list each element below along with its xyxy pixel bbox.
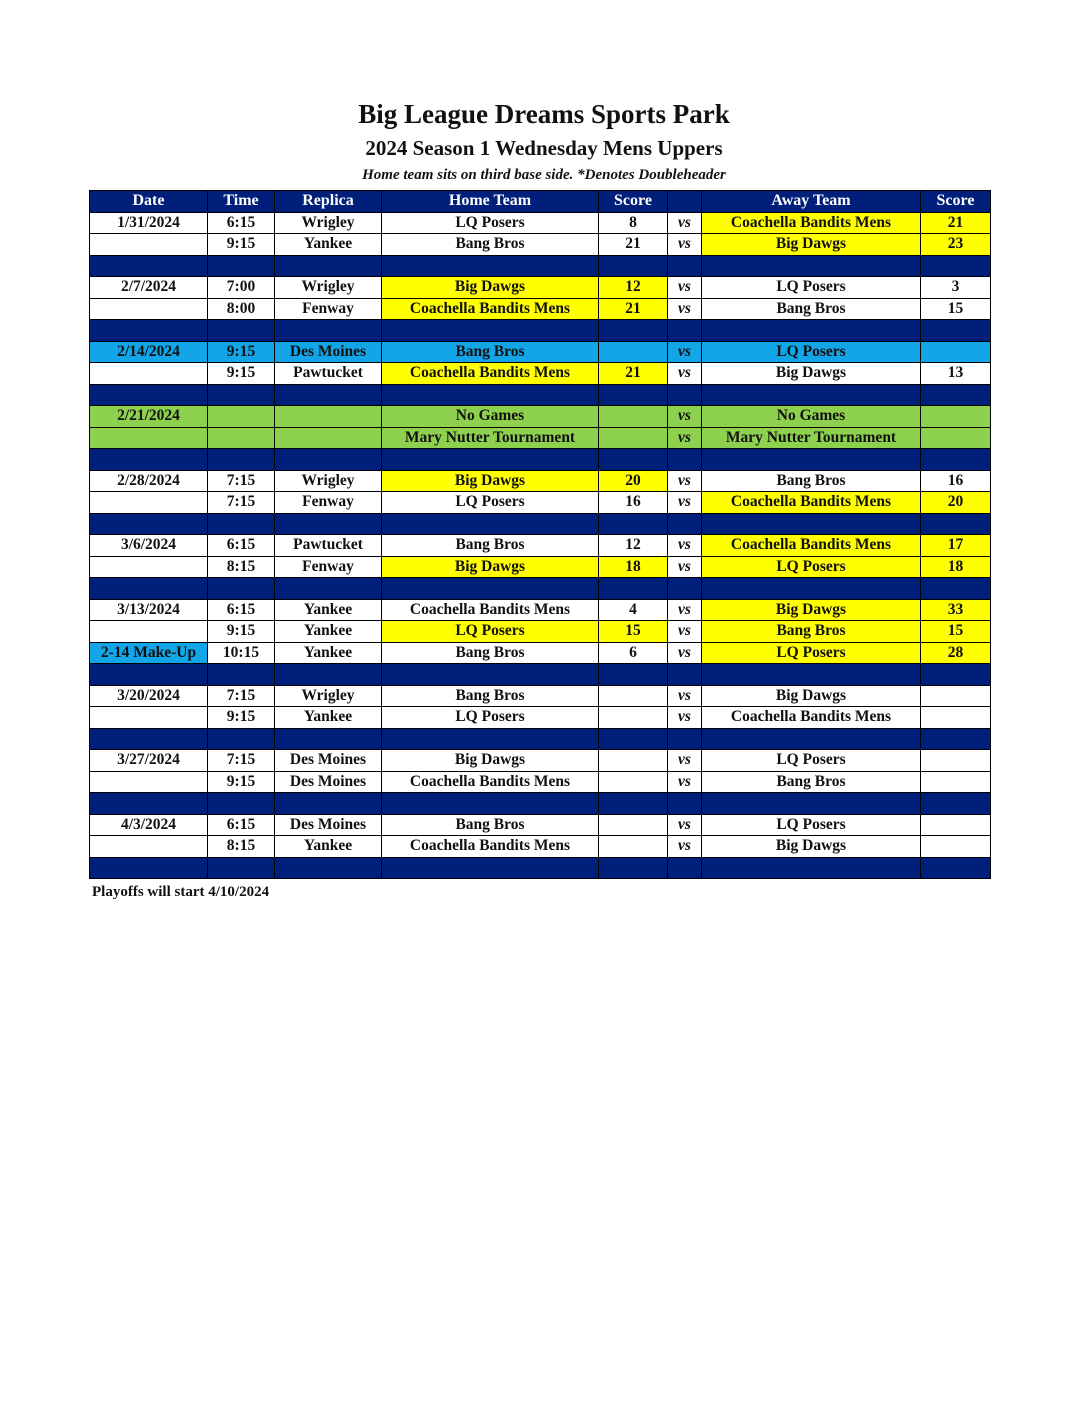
away-score-cell bbox=[921, 685, 991, 707]
replica-cell: Wrigley bbox=[275, 685, 382, 707]
separator-cell bbox=[668, 384, 702, 406]
vs-cell: vs bbox=[668, 836, 702, 858]
separator-cell bbox=[208, 449, 275, 471]
table-row bbox=[90, 750, 991, 772]
away-score-cell: 3 bbox=[921, 277, 991, 299]
separator-cell bbox=[90, 384, 208, 406]
away-score-cell: 18 bbox=[921, 556, 991, 578]
time-cell: 10:15 bbox=[208, 642, 275, 664]
vs-cell: vs bbox=[668, 642, 702, 664]
away-score-cell bbox=[921, 814, 991, 836]
replica-cell: Fenway bbox=[275, 556, 382, 578]
home-team-cell: Coachella Bandits Mens bbox=[382, 298, 599, 320]
table-row bbox=[90, 685, 991, 707]
vs-cell: vs bbox=[668, 535, 702, 557]
date-cell: 2-14 Make-Up bbox=[90, 642, 208, 664]
schedule-table bbox=[89, 190, 991, 879]
away-score-cell: 21 bbox=[921, 212, 991, 234]
home-team-cell: LQ Posers bbox=[382, 707, 599, 729]
separator-cell bbox=[208, 728, 275, 750]
table-row bbox=[90, 642, 991, 664]
replica-cell: Yankee bbox=[275, 599, 382, 621]
away-score-cell: 15 bbox=[921, 298, 991, 320]
separator-cell bbox=[599, 728, 668, 750]
away-score-cell: 13 bbox=[921, 363, 991, 385]
home-score-cell: 20 bbox=[599, 470, 668, 492]
replica-cell: Yankee bbox=[275, 707, 382, 729]
separator-cell bbox=[921, 255, 991, 277]
time-cell: 8:15 bbox=[208, 556, 275, 578]
separator-row bbox=[90, 664, 991, 686]
col-header-date: Date bbox=[90, 191, 208, 213]
table-row bbox=[90, 771, 991, 793]
table-row bbox=[90, 492, 991, 514]
replica-cell: Pawtucket bbox=[275, 363, 382, 385]
separator-cell bbox=[599, 578, 668, 600]
home-score-cell: 16 bbox=[599, 492, 668, 514]
separator-cell bbox=[921, 384, 991, 406]
separator-cell bbox=[208, 578, 275, 600]
home-score-cell bbox=[599, 427, 668, 449]
col-header-time: Time bbox=[208, 191, 275, 213]
date-cell bbox=[90, 836, 208, 858]
date-cell bbox=[90, 427, 208, 449]
col-header-replica: Replica bbox=[275, 191, 382, 213]
home-score-cell: 6 bbox=[599, 642, 668, 664]
home-team-cell: Big Dawgs bbox=[382, 277, 599, 299]
replica-cell: Wrigley bbox=[275, 470, 382, 492]
replica-cell: Fenway bbox=[275, 298, 382, 320]
separator-cell bbox=[208, 793, 275, 815]
away-team-cell: LQ Posers bbox=[702, 642, 921, 664]
time-cell bbox=[208, 427, 275, 449]
away-team-cell: Bang Bros bbox=[702, 771, 921, 793]
col-header-vs bbox=[668, 191, 702, 213]
table-row bbox=[90, 836, 991, 858]
home-team-cell: Mary Nutter Tournament bbox=[382, 427, 599, 449]
time-cell: 6:15 bbox=[208, 599, 275, 621]
table-row bbox=[90, 277, 991, 299]
table-header-row bbox=[90, 191, 991, 213]
table-row bbox=[90, 298, 991, 320]
home-team-cell: LQ Posers bbox=[382, 212, 599, 234]
date-cell: 3/6/2024 bbox=[90, 535, 208, 557]
home-team-cell: LQ Posers bbox=[382, 492, 599, 514]
separator-cell bbox=[668, 513, 702, 535]
separator-cell bbox=[921, 578, 991, 600]
vs-cell: vs bbox=[668, 492, 702, 514]
separator-row bbox=[90, 449, 991, 471]
vs-cell: vs bbox=[668, 298, 702, 320]
time-cell: 7:00 bbox=[208, 277, 275, 299]
separator-cell bbox=[90, 857, 208, 879]
replica-cell: Fenway bbox=[275, 492, 382, 514]
time-cell: 9:15 bbox=[208, 341, 275, 363]
home-team-cell: Coachella Bandits Mens bbox=[382, 363, 599, 385]
separator-cell bbox=[208, 513, 275, 535]
date-cell: 2/28/2024 bbox=[90, 470, 208, 492]
separator-cell bbox=[921, 513, 991, 535]
table-row bbox=[90, 707, 991, 729]
separator-cell bbox=[668, 728, 702, 750]
table-row bbox=[90, 212, 991, 234]
col-header-away-score: Score bbox=[921, 191, 991, 213]
separator-cell bbox=[208, 320, 275, 342]
away-team-cell: Bang Bros bbox=[702, 621, 921, 643]
date-cell: 2/21/2024 bbox=[90, 406, 208, 428]
away-team-cell: LQ Posers bbox=[702, 341, 921, 363]
separator-cell bbox=[208, 857, 275, 879]
home-score-cell: 18 bbox=[599, 556, 668, 578]
page-title: Big League Dreams Sports Park bbox=[358, 99, 730, 129]
away-team-cell: Coachella Bandits Mens bbox=[702, 212, 921, 234]
home-team-cell: Bang Bros bbox=[382, 685, 599, 707]
date-cell bbox=[90, 363, 208, 385]
away-score-cell: 15 bbox=[921, 621, 991, 643]
separator-row bbox=[90, 857, 991, 879]
away-score-cell bbox=[921, 707, 991, 729]
away-team-cell: LQ Posers bbox=[702, 277, 921, 299]
away-score-cell bbox=[921, 427, 991, 449]
home-team-cell: No Games bbox=[382, 406, 599, 428]
separator-cell bbox=[275, 255, 382, 277]
separator-row bbox=[90, 513, 991, 535]
home-score-cell bbox=[599, 836, 668, 858]
separator-cell bbox=[382, 793, 599, 815]
separator-cell bbox=[275, 384, 382, 406]
separator-cell bbox=[702, 320, 921, 342]
date-cell bbox=[90, 234, 208, 256]
separator-cell bbox=[90, 449, 208, 471]
separator-cell bbox=[921, 793, 991, 815]
vs-cell: vs bbox=[668, 771, 702, 793]
separator-cell bbox=[90, 793, 208, 815]
away-team-cell: Big Dawgs bbox=[702, 836, 921, 858]
home-score-cell: 21 bbox=[599, 234, 668, 256]
home-team-cell: Big Dawgs bbox=[382, 556, 599, 578]
separator-row bbox=[90, 384, 991, 406]
replica-cell: Des Moines bbox=[275, 771, 382, 793]
date-cell bbox=[90, 771, 208, 793]
separator-cell bbox=[921, 449, 991, 471]
replica-cell: Yankee bbox=[275, 234, 382, 256]
separator-cell bbox=[382, 857, 599, 879]
vs-cell: vs bbox=[668, 814, 702, 836]
separator-cell bbox=[702, 384, 921, 406]
home-team-cell: Bang Bros bbox=[382, 341, 599, 363]
time-cell: 8:00 bbox=[208, 298, 275, 320]
separator-cell bbox=[599, 449, 668, 471]
home-team-cell: Bang Bros bbox=[382, 642, 599, 664]
vs-cell: vs bbox=[668, 556, 702, 578]
separator-row bbox=[90, 728, 991, 750]
separator-cell bbox=[90, 664, 208, 686]
separator-cell bbox=[702, 513, 921, 535]
separator-cell bbox=[90, 255, 208, 277]
time-cell: 9:15 bbox=[208, 363, 275, 385]
away-team-cell: Coachella Bandits Mens bbox=[702, 492, 921, 514]
col-header-away-team: Away Team bbox=[702, 191, 921, 213]
away-team-cell: Coachella Bandits Mens bbox=[702, 535, 921, 557]
col-header-home-score: Score bbox=[599, 191, 668, 213]
away-score-cell: 28 bbox=[921, 642, 991, 664]
table-row bbox=[90, 535, 991, 557]
time-cell: 9:15 bbox=[208, 621, 275, 643]
playoffs-note: Playoffs will start 4/10/2024 bbox=[92, 884, 270, 900]
home-score-cell: 21 bbox=[599, 298, 668, 320]
time-cell: 9:15 bbox=[208, 771, 275, 793]
away-score-cell bbox=[921, 836, 991, 858]
separator-row bbox=[90, 793, 991, 815]
time-cell: 6:15 bbox=[208, 814, 275, 836]
date-cell: 4/3/2024 bbox=[90, 814, 208, 836]
time-cell: 8:15 bbox=[208, 836, 275, 858]
away-score-cell bbox=[921, 341, 991, 363]
separator-row bbox=[90, 320, 991, 342]
separator-cell bbox=[702, 255, 921, 277]
separator-cell bbox=[668, 449, 702, 471]
home-score-cell bbox=[599, 685, 668, 707]
home-score-cell bbox=[599, 341, 668, 363]
date-cell: 3/27/2024 bbox=[90, 750, 208, 772]
replica-cell: Pawtucket bbox=[275, 535, 382, 557]
separator-cell bbox=[668, 255, 702, 277]
replica-cell: Wrigley bbox=[275, 277, 382, 299]
separator-cell bbox=[275, 449, 382, 471]
away-score-cell bbox=[921, 771, 991, 793]
vs-cell: vs bbox=[668, 341, 702, 363]
separator-cell bbox=[668, 793, 702, 815]
home-team-cell: Bang Bros bbox=[382, 234, 599, 256]
schedule-body bbox=[90, 212, 991, 879]
separator-cell bbox=[382, 320, 599, 342]
away-score-cell: 23 bbox=[921, 234, 991, 256]
home-score-cell bbox=[599, 406, 668, 428]
home-team-cell: Coachella Bandits Mens bbox=[382, 771, 599, 793]
table-row bbox=[90, 556, 991, 578]
away-score-cell: 17 bbox=[921, 535, 991, 557]
separator-cell bbox=[921, 728, 991, 750]
separator-cell bbox=[702, 728, 921, 750]
separator-cell bbox=[382, 255, 599, 277]
time-cell: 9:15 bbox=[208, 707, 275, 729]
page-subtitle: 2024 Season 1 Wednesday Mens Uppers bbox=[365, 136, 723, 160]
table-row bbox=[90, 470, 991, 492]
home-team-cell: Bang Bros bbox=[382, 814, 599, 836]
separator-row bbox=[90, 578, 991, 600]
vs-cell: vs bbox=[668, 750, 702, 772]
separator-cell bbox=[702, 449, 921, 471]
separator-cell bbox=[382, 728, 599, 750]
away-team-cell: Coachella Bandits Mens bbox=[702, 707, 921, 729]
vs-cell: vs bbox=[668, 685, 702, 707]
table-row bbox=[90, 406, 991, 428]
date-cell bbox=[90, 707, 208, 729]
home-score-cell bbox=[599, 771, 668, 793]
home-score-cell bbox=[599, 707, 668, 729]
separator-cell bbox=[208, 255, 275, 277]
away-score-cell: 16 bbox=[921, 470, 991, 492]
separator-cell bbox=[208, 664, 275, 686]
table-row bbox=[90, 363, 991, 385]
table-row bbox=[90, 621, 991, 643]
separator-cell bbox=[382, 513, 599, 535]
table-row bbox=[90, 234, 991, 256]
home-score-cell: 15 bbox=[599, 621, 668, 643]
time-cell bbox=[208, 406, 275, 428]
separator-cell bbox=[668, 857, 702, 879]
table-row bbox=[90, 341, 991, 363]
home-team-cell: Coachella Bandits Mens bbox=[382, 836, 599, 858]
separator-cell bbox=[668, 664, 702, 686]
home-score-cell bbox=[599, 814, 668, 836]
away-team-cell: Big Dawgs bbox=[702, 234, 921, 256]
home-score-cell: 12 bbox=[599, 277, 668, 299]
separator-cell bbox=[599, 255, 668, 277]
date-cell bbox=[90, 298, 208, 320]
home-score-cell: 4 bbox=[599, 599, 668, 621]
away-team-cell: Big Dawgs bbox=[702, 363, 921, 385]
separator-row bbox=[90, 255, 991, 277]
time-cell: 9:15 bbox=[208, 234, 275, 256]
separator-cell bbox=[702, 664, 921, 686]
separator-cell bbox=[599, 384, 668, 406]
home-team-cell: Big Dawgs bbox=[382, 470, 599, 492]
home-score-cell: 12 bbox=[599, 535, 668, 557]
separator-cell bbox=[275, 857, 382, 879]
separator-cell bbox=[90, 578, 208, 600]
time-cell: 6:15 bbox=[208, 535, 275, 557]
vs-cell: vs bbox=[668, 277, 702, 299]
separator-cell bbox=[275, 793, 382, 815]
date-cell: 3/20/2024 bbox=[90, 685, 208, 707]
vs-cell: vs bbox=[668, 234, 702, 256]
separator-cell bbox=[599, 664, 668, 686]
separator-cell bbox=[702, 793, 921, 815]
vs-cell: vs bbox=[668, 621, 702, 643]
separator-cell bbox=[90, 728, 208, 750]
time-cell: 7:15 bbox=[208, 492, 275, 514]
vs-cell: vs bbox=[668, 599, 702, 621]
replica-cell: Des Moines bbox=[275, 341, 382, 363]
separator-cell bbox=[921, 320, 991, 342]
table-row bbox=[90, 427, 991, 449]
separator-cell bbox=[275, 664, 382, 686]
replica-cell: Yankee bbox=[275, 621, 382, 643]
away-team-cell: LQ Posers bbox=[702, 814, 921, 836]
separator-cell bbox=[599, 857, 668, 879]
home-score-cell: 21 bbox=[599, 363, 668, 385]
separator-cell bbox=[90, 513, 208, 535]
time-cell: 7:15 bbox=[208, 685, 275, 707]
time-cell: 7:15 bbox=[208, 750, 275, 772]
separator-cell bbox=[275, 728, 382, 750]
date-cell: 2/7/2024 bbox=[90, 277, 208, 299]
table-row bbox=[90, 814, 991, 836]
away-team-cell: No Games bbox=[702, 406, 921, 428]
separator-cell bbox=[382, 384, 599, 406]
separator-cell bbox=[702, 857, 921, 879]
away-team-cell: Big Dawgs bbox=[702, 685, 921, 707]
table-row bbox=[90, 599, 991, 621]
replica-cell bbox=[275, 427, 382, 449]
away-team-cell: Bang Bros bbox=[702, 470, 921, 492]
vs-cell: vs bbox=[668, 470, 702, 492]
date-cell bbox=[90, 492, 208, 514]
separator-cell bbox=[702, 578, 921, 600]
away-score-cell: 33 bbox=[921, 599, 991, 621]
away-team-cell: LQ Posers bbox=[702, 750, 921, 772]
replica-cell: Wrigley bbox=[275, 212, 382, 234]
replica-cell bbox=[275, 406, 382, 428]
away-score-cell: 20 bbox=[921, 492, 991, 514]
date-cell: 2/14/2024 bbox=[90, 341, 208, 363]
home-score-cell: 8 bbox=[599, 212, 668, 234]
home-team-cell: Big Dawgs bbox=[382, 750, 599, 772]
separator-cell bbox=[668, 578, 702, 600]
separator-cell bbox=[275, 578, 382, 600]
home-team-cell: LQ Posers bbox=[382, 621, 599, 643]
separator-cell bbox=[668, 320, 702, 342]
separator-cell bbox=[90, 320, 208, 342]
vs-cell: vs bbox=[668, 406, 702, 428]
replica-cell: Yankee bbox=[275, 642, 382, 664]
away-score-cell bbox=[921, 750, 991, 772]
away-team-cell: Mary Nutter Tournament bbox=[702, 427, 921, 449]
home-score-cell bbox=[599, 750, 668, 772]
separator-cell bbox=[382, 578, 599, 600]
date-cell: 3/13/2024 bbox=[90, 599, 208, 621]
away-team-cell: LQ Posers bbox=[702, 556, 921, 578]
date-cell bbox=[90, 621, 208, 643]
home-team-cell: Coachella Bandits Mens bbox=[382, 599, 599, 621]
date-cell bbox=[90, 556, 208, 578]
vs-cell: vs bbox=[668, 427, 702, 449]
away-score-cell bbox=[921, 406, 991, 428]
vs-cell: vs bbox=[668, 363, 702, 385]
separator-cell bbox=[921, 857, 991, 879]
replica-cell: Des Moines bbox=[275, 814, 382, 836]
vs-cell: vs bbox=[668, 707, 702, 729]
replica-cell: Yankee bbox=[275, 836, 382, 858]
replica-cell: Des Moines bbox=[275, 750, 382, 772]
separator-cell bbox=[275, 320, 382, 342]
time-cell: 7:15 bbox=[208, 470, 275, 492]
home-team-cell: Bang Bros bbox=[382, 535, 599, 557]
away-team-cell: Bang Bros bbox=[702, 298, 921, 320]
separator-cell bbox=[599, 793, 668, 815]
vs-cell: vs bbox=[668, 212, 702, 234]
away-team-cell: Big Dawgs bbox=[702, 599, 921, 621]
separator-cell bbox=[208, 384, 275, 406]
date-cell: 1/31/2024 bbox=[90, 212, 208, 234]
separator-cell bbox=[921, 664, 991, 686]
col-header-home-team: Home Team bbox=[382, 191, 599, 213]
separator-cell bbox=[599, 320, 668, 342]
time-cell: 6:15 bbox=[208, 212, 275, 234]
separator-cell bbox=[382, 449, 599, 471]
schedule-note: Home team sits on third base side. *Denotes Doubleheader bbox=[362, 167, 726, 183]
separator-cell bbox=[599, 513, 668, 535]
separator-cell bbox=[275, 513, 382, 535]
separator-cell bbox=[382, 664, 599, 686]
